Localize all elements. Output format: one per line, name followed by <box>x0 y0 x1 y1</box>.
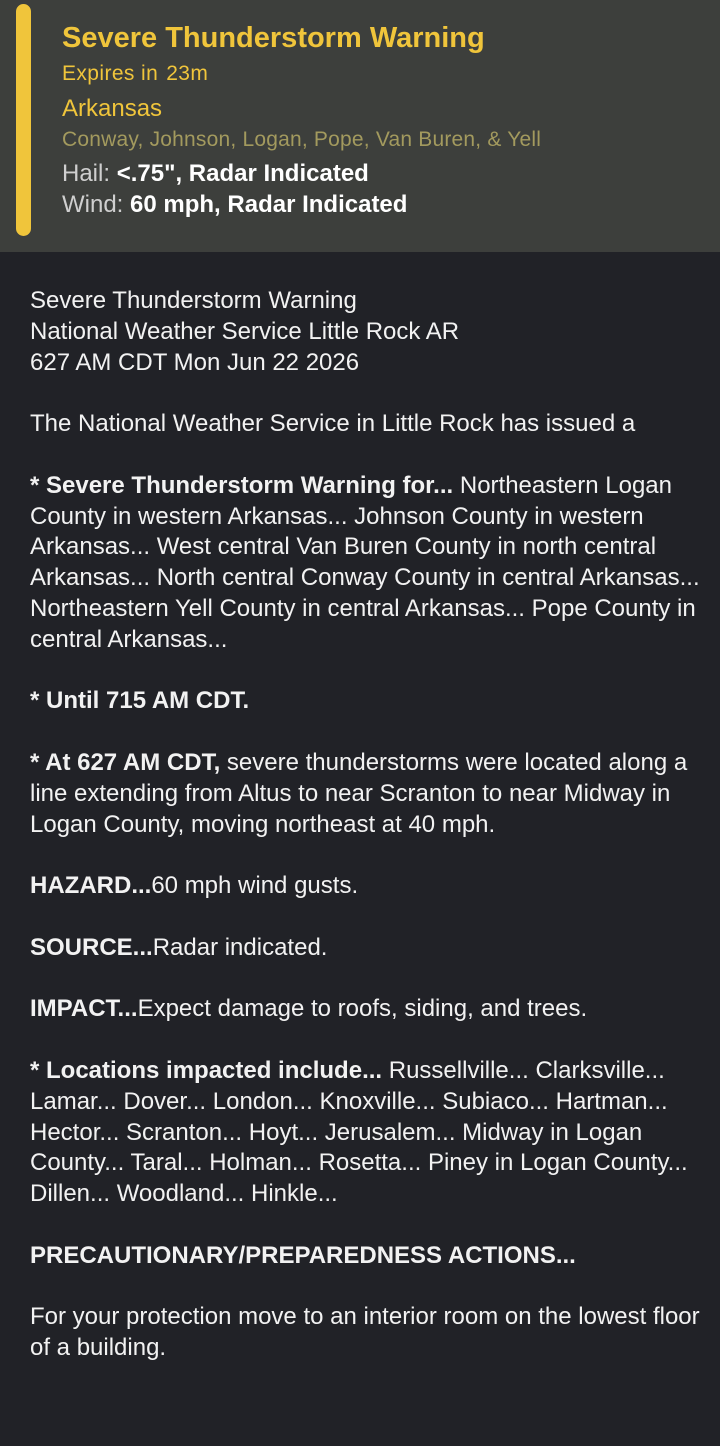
warning-for-text: Northeastern Logan County in western Arkansas... Johnson County in western Arkansas... West central Van Buren County in north central Arkansas... North central Conway County in central Arkansas... Northeastern Yell County in central Arkansas... Pope County in central Arkansas... <box>30 471 700 653</box>
precaution-label: PRECAUTIONARY/PREPAREDNESS ACTIONS... <box>30 1241 576 1269</box>
source-paragraph <box>30 933 702 964</box>
precaution-text: For your protection move to an interior room on the lowest floor of a building. <box>30 1303 700 1362</box>
alert-counties: Conway, Johnson, Logan, Pope, Van Buren, & Yell <box>62 128 542 151</box>
source-text: Radar indicated. <box>152 933 328 961</box>
locations-paragraph <box>30 1056 702 1210</box>
impact-text: Expect damage to roofs, siding, and trees. <box>137 995 588 1023</box>
impact-paragraph <box>30 994 702 1025</box>
alert-severity-bar <box>16 4 31 236</box>
hazard-paragraph <box>30 871 702 902</box>
alert-state: Arkansas <box>62 95 163 122</box>
alert-expiration <box>62 62 208 86</box>
alert-title: Severe Thunderstorm Warning <box>62 22 485 54</box>
at-time-text: severe thunderstorms were located along a line extending from Altus to near Scranton to near Midway in Logan County, moving northeast at 40 mph. <box>30 748 688 838</box>
warning-for-label: * Severe Thunderstorm Warning for... <box>30 471 454 499</box>
message-heading-3: 627 AM CDT Mon Jun 22 2026 <box>30 348 360 376</box>
impact-label: IMPACT... <box>30 995 138 1023</box>
precaution-heading <box>30 1241 702 1272</box>
until-label: * Until 715 AM CDT. <box>30 687 250 715</box>
alert-header-card[interactable] <box>0 0 720 252</box>
hail-value: <.75", Radar Indicated <box>116 160 369 187</box>
until-paragraph <box>30 686 702 717</box>
alert-message-body <box>30 286 702 1364</box>
expires-label: Expires in <box>62 62 159 85</box>
hazard-text: 60 mph wind gusts. <box>151 872 359 900</box>
message-heading-2: National Weather Service Little Rock AR <box>30 317 460 345</box>
hazard-label: HAZARD... <box>30 872 152 900</box>
alert-wind <box>62 191 407 219</box>
source-label: SOURCE... <box>30 933 153 961</box>
wind-value: 60 mph, Radar Indicated <box>130 191 408 218</box>
locations-text: Russellville... Clarksville... Lamar... Dover... London... Knoxville... Subiaco... Hartman... Hector... Scranton... Hoyt... Jerusalem... Midway in Logan County... Taral... Holman... Rosetta... Piney in Logan County... Dillen... Woodland... Hinkle... <box>30 1056 688 1208</box>
wind-label: Wind: <box>62 191 124 218</box>
hail-label: Hail: <box>62 160 111 187</box>
message-heading-1: Severe Thunderstorm Warning <box>30 287 357 314</box>
expires-value: 23m <box>166 62 209 85</box>
at-time-label: * At 627 AM CDT, <box>30 748 221 776</box>
message-intro: The National Weather Service in Little Rock has issued a <box>30 410 636 438</box>
at-time-paragraph <box>30 748 702 840</box>
alert-hail <box>62 160 369 188</box>
locations-label: * Locations impacted include... <box>30 1056 383 1084</box>
warning-for-paragraph <box>30 471 702 656</box>
